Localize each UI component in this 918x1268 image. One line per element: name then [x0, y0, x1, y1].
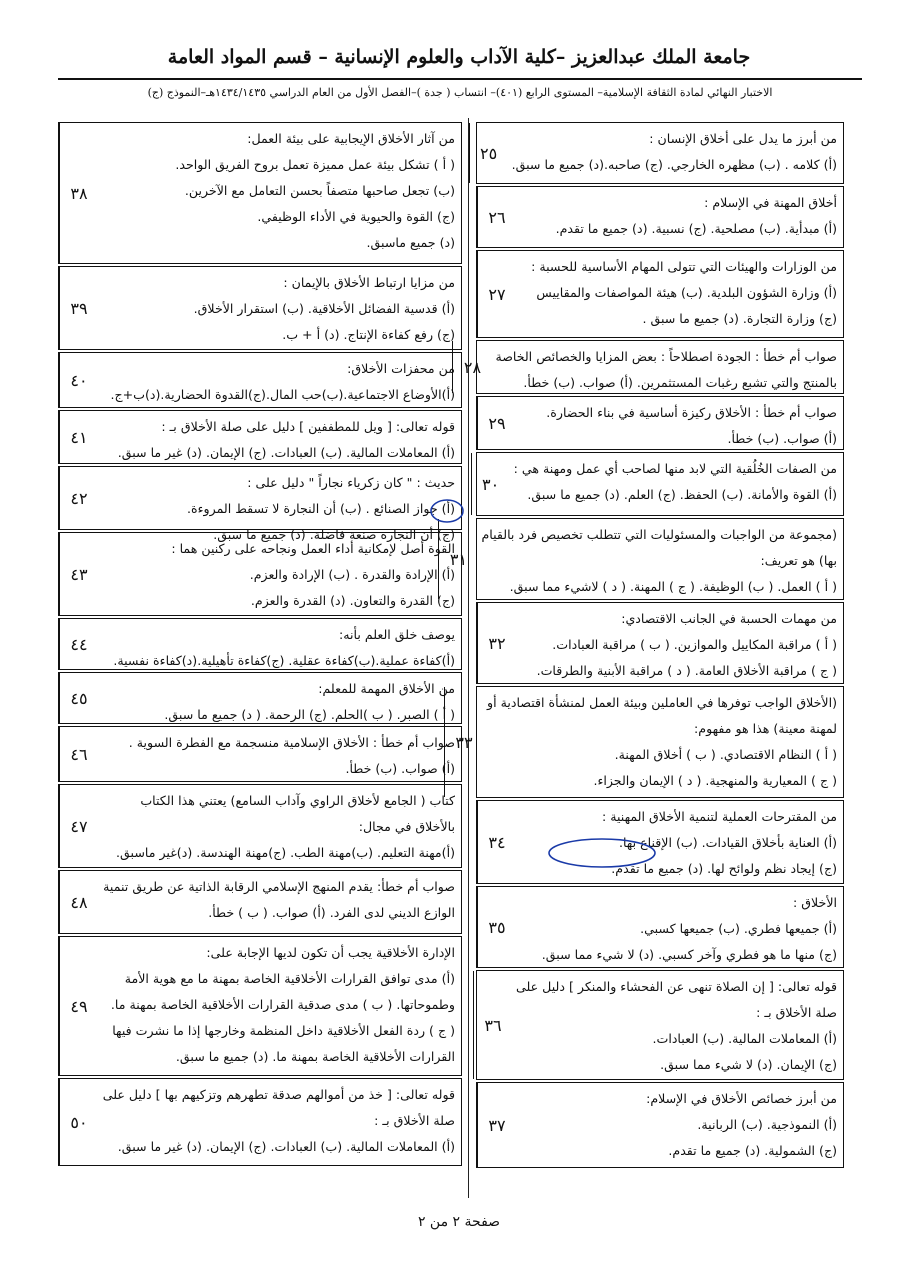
question-item [476, 800, 844, 884]
question-line: (أ) العناية بأخلاق القيادات. (ب) الإقناع بها. [618, 835, 837, 850]
question-line: الوازع الديني لدى الفرد. (أ) صواب. ( ب ) خطأ. [208, 905, 455, 920]
question-number: ٤٤ [59, 619, 98, 669]
question-text [516, 187, 843, 247]
question-line: (أ) القوة والأمانة. (ب) الحفظ. (ج) العلم. (د) جميع ما سبق. [527, 487, 837, 502]
question-text [516, 603, 843, 683]
question-line: صواب أم خطأ : الأخلاق الإسلامية منسجمة مع الفطرة السوية . [128, 735, 455, 750]
question-number: ٣٧ [477, 1083, 516, 1167]
question-line: ( أ ) تشكل بيئة عمل مميزة تعمل بروح الفريق الواحد. [175, 157, 455, 172]
question-number: ٣٥ [477, 887, 516, 967]
question-text [98, 785, 461, 867]
question-line: ( ج ) مراقبة الأخلاق العامة. ( د ) مراقبة الأبنية والطرقات. [536, 663, 837, 678]
question-item [58, 266, 462, 350]
question-number: ٢٨ [452, 341, 491, 393]
question-line: الإدارة الأخلاقية يجب أن تكون لديها الإجابة على: [206, 945, 455, 960]
question-item [476, 396, 844, 450]
question-number: ٤٨ [59, 871, 98, 933]
question-line: (ج) القدرة والتعاون. (د) القدرة والعزم. [250, 593, 455, 608]
question-line: (الأخلاق الواجب توفرها في العاملين وبيئة العمل لمنشأة اقتصادية أو [487, 695, 837, 710]
question-text [483, 687, 843, 797]
question-item [476, 452, 844, 516]
question-item [476, 886, 844, 968]
question-item [476, 1082, 844, 1168]
question-line: ( ج ) ردة الفعل الأخلاقية داخل المنظمة وخارجها إذا ما نشرت فيها [112, 1023, 455, 1038]
question-line: (أ) صواب. (ب) خطأ. [345, 761, 455, 776]
question-line: من محفزات الأخلاق: [347, 361, 455, 376]
question-number: ٤٧ [59, 785, 98, 867]
question-number: ٢٦ [477, 187, 516, 247]
question-number: ٤٣ [59, 533, 98, 615]
question-line: صلة الأخلاق بـ : [374, 1113, 455, 1128]
question-number: ٤١ [59, 411, 98, 463]
question-line: صواب أم خطأ : الجودة اصطلاحاً : بعض المزايا والخصائص الخاصة [495, 349, 837, 364]
question-line: من آثار الأخلاق الإيجابية على بيئة العمل: [247, 131, 455, 146]
question-number: ٣٠ [471, 453, 510, 515]
question-number: ٣٢ [477, 603, 516, 683]
question-line: القرارات الأخلاقية الخاصة بمهنة ما. (د) جميع ما سبق. [175, 1049, 455, 1064]
question-item [58, 618, 462, 670]
question-item [58, 936, 462, 1076]
question-number: ٢٥ [469, 123, 508, 183]
question-line: لمهنة معينة) هذا هو مفهوم: [694, 721, 837, 736]
question-line: ( أ ) الصبر. ( ب )الحلم. (ج) الرحمة. ( د) جميع ما سبق. [164, 707, 455, 722]
question-line: من مهمات الحسبة في الجانب الاقتصادي: [621, 611, 837, 626]
question-line: من المقترحات العملية لتنمية الأخلاق المهنية : [601, 809, 837, 824]
question-text [508, 123, 843, 183]
question-text [516, 801, 843, 883]
left-question-column [58, 122, 462, 1168]
question-line: (أ) النموذجية. (ب) الربانية. [697, 1117, 837, 1132]
question-line: (ج) أن النجارة صنعة فاضلة. (د) جميع ما سبق. [213, 527, 455, 542]
question-item [449, 518, 844, 600]
question-number: ٣١ [438, 519, 477, 599]
question-line: (ج) منها ما هو فطري وآخر كسبي. (د) لا شيء مما سبق. [541, 947, 837, 962]
question-number: ٣٣ [444, 687, 483, 797]
question-number: ٣٦ [473, 971, 512, 1079]
question-line: (أ) مدى توافق القرارات الأخلاقية الخاصة بمهنة ما مع هوية الأمة [124, 971, 455, 986]
question-line: من أبرز ما يدل على أخلاق الإنسان : [649, 131, 837, 146]
question-line: من الصفات الخُلُقية التي لابد منها لصاحب أي عمل ومهنة هي : [513, 461, 837, 476]
question-line: ( أ ) العمل. ( ب) الوظيفة. ( ج ) المهنة. ( د ) لاشيء مما سبق. [509, 579, 837, 594]
question-line: ( أ ) مراقبة المكاييل والموازين. ( ب ) مراقبة العبادات. [552, 637, 837, 652]
question-line: ( ج ) المعيارية والمنهجية. ( د ) الإيمان والجزاء. [593, 773, 837, 788]
question-line: (ج) القوة والحيوية في الأداء الوظيفي. [257, 209, 455, 224]
question-number: ٣٨ [59, 123, 98, 263]
question-text [98, 267, 461, 349]
question-number: ٣٩ [59, 267, 98, 349]
question-line: بالمنتج والتي تشبع رغبات المستثمرين. (أ) صواب. (ب) خطأ. [523, 375, 837, 390]
question-line: (د) جميع ماسبق. [366, 235, 455, 250]
question-text [98, 353, 461, 407]
question-number: ٣٤ [477, 801, 516, 883]
question-text [491, 341, 843, 393]
question-line: من مزايا ارتباط الأخلاق بالإيمان : [283, 275, 455, 290]
question-text [510, 453, 843, 515]
question-number: ٤٥ [59, 673, 98, 723]
question-text [516, 1083, 843, 1167]
question-line: وطموحاتها. ( ب ) مدى صدقية القرارات الأخلاقية الخاصة بمهنة ما. [110, 997, 455, 1012]
question-text [98, 871, 461, 933]
question-item [58, 784, 462, 868]
question-line: القوة أصل لإمكانية أداء العمل ونجاحه على ركنين هما : [171, 541, 455, 556]
question-line: (أ) صواب. (ب) خطأ. [727, 431, 837, 446]
question-text [516, 397, 843, 449]
question-line: من الوزارات والهيئات التي تتولى المهام الأساسية للحسبة : [531, 259, 837, 274]
question-text [98, 727, 461, 781]
question-number: ٥٠ [59, 1079, 98, 1165]
question-line: (أ) كلامه . (ب) مظهره الخارجي. (ج) صاحبه.(د) جميع ما سبق. [511, 157, 837, 172]
question-item [58, 672, 462, 724]
question-line: (أ) جواز الصنائع . (ب) أن النجارة لا تسقط المروءة. [187, 501, 455, 516]
question-line: قوله تعالى: [ ويل للمطففين ] دليل على صلة الأخلاق بـ : [161, 419, 455, 434]
question-text [98, 411, 461, 463]
question-line: (ج) الشمولية. (د) جميع ما تقدم. [668, 1143, 837, 1158]
question-line: حديث : " كان زكرياء نجاراً " دليل على : [247, 475, 455, 490]
question-line: صواب أم خطأ: يقدم المنهج الإسلامي الرقابة الذاتية عن طريق تنمية [103, 879, 455, 894]
question-text [516, 887, 843, 967]
question-item [58, 410, 462, 464]
question-item [58, 1078, 462, 1166]
question-item [476, 186, 844, 248]
question-text [516, 251, 843, 337]
question-item [476, 122, 844, 184]
question-number: ٤٠ [59, 353, 98, 407]
question-line: (أ) المعاملات المالية. (ب) العبادات. (ج) الإيمان. (د) غير ما سبق. [117, 1139, 455, 1154]
page-number: صفحة ٢ من ٢ [417, 1214, 501, 1230]
question-line: أخلاق المهنة في الإسلام : [704, 195, 837, 210]
question-line: (أ) مبدأية. (ب) مصلحية. (ج) نسبية. (د) جميع ما تقدم. [555, 221, 837, 236]
question-line: (أ)مهنة التعليم. (ب)مهنة الطب. (ج)مهنة الهندسة. (د)غير ماسبق. [116, 845, 455, 860]
question-item [58, 532, 462, 616]
question-item [476, 602, 844, 684]
question-item [58, 122, 462, 264]
question-text [98, 673, 461, 723]
question-line: صلة الأخلاق بـ : [756, 1005, 837, 1020]
question-line: (ج) الإيمان. (د) لا شيء مما سبق. [660, 1057, 837, 1072]
question-line: يوصف خلق العلم بأنه: [338, 627, 455, 642]
question-item [463, 340, 844, 394]
question-line: (أ) وزارة الشؤون البلدية. (ب) هيئة المواصفات والمقاييس [536, 285, 837, 300]
question-line: (أ) المعاملات المالية. (ب) العبادات. (ج) الإيمان. (د) غير ما سبق. [117, 445, 455, 460]
question-text [98, 533, 461, 615]
question-line: بها) هو تعريف: [760, 553, 837, 568]
question-text [98, 937, 461, 1075]
page-title: جامعة الملك عبدالعزيز –كلية الآداب والعلوم الإنسانية – قسم المواد العامة [167, 46, 751, 68]
question-line: (أ) المعاملات المالية. (ب) العبادات. [652, 1031, 837, 1046]
question-line: ( أ ) النظام الاقتصادي. ( ب ) أخلاق المهنة. [614, 747, 837, 762]
question-item [455, 686, 844, 798]
question-line: (ج) وزارة التجارة. (د) جميع ما سبق . [642, 311, 837, 326]
question-line: الأخلاق : [793, 895, 837, 910]
question-item [58, 870, 462, 934]
question-line: (ج) رفع كفاءة الإنتاج. (د) أ + ب. [282, 327, 455, 342]
question-number: ٢٩ [477, 397, 516, 449]
question-line: (أ) جميعها فطري. (ب) جميعها كسبي. [640, 921, 837, 936]
question-text [98, 467, 461, 542]
question-line: كتاب ( الجامع لأخلاق الراوي وآداب السامع) يعتني هذا الكتاب [140, 793, 455, 808]
question-line: قوله تعالى: [ خذ من أموالهم صدقة تطهرهم وتزكيهم بها ] دليل على [102, 1087, 455, 1102]
question-line: (ب) تجعل صاحبها متصفاً بحسن التعامل مع الآخرين. [184, 183, 455, 198]
question-text [98, 619, 461, 669]
column-divider [468, 118, 469, 1198]
question-number: ٤٩ [59, 937, 98, 1075]
question-line: بالأخلاق في مجال: [358, 819, 455, 834]
question-line: صواب أم خطأ : الأخلاق ركيزة أساسية في بناء الحضارة. [546, 405, 837, 420]
question-line: من أبرز خصائص الأخلاق في الإسلام: [646, 1091, 837, 1106]
question-item [476, 970, 844, 1080]
question-item [476, 250, 844, 338]
question-line: (ج) إيجاد نظم ولوائح لها. (د) جميع ما تقدم. [611, 861, 837, 876]
question-number: ٢٧ [477, 251, 516, 337]
right-question-column [449, 122, 844, 1170]
question-item [58, 352, 462, 408]
question-number: ٤٢ [59, 467, 98, 529]
header-divider [58, 78, 862, 80]
question-text [477, 519, 843, 599]
question-text [98, 1079, 461, 1165]
question-item [58, 466, 462, 542]
question-line: من الأخلاق المهمة للمعلم: [318, 681, 455, 696]
question-line: (أ)الأوضاع الاجتماعية.(ب)حب المال.(ج)القدوة الحضارية.(د)ب+ج. [110, 387, 455, 402]
question-line: (أ) الإرادة والقدرة . (ب) الإرادة والعزم. [249, 567, 455, 582]
question-line: (أ)كفاءة عملية.(ب)كفاءة عقلية. (ج)كفاءة تأهيلية.(د)كفاءة نفسية. [113, 653, 455, 668]
question-line: (أ) قدسية الفضائل الأخلاقية. (ب) استقرار الأخلاق. [193, 301, 455, 316]
question-line: (مجموعة من الواجبات والمسئوليات التي تتطلب تخصيص فرد بالقيام [481, 527, 837, 542]
question-item [58, 726, 462, 782]
question-number: ٤٦ [59, 727, 98, 781]
question-text [98, 123, 461, 263]
question-text [512, 971, 843, 1079]
exam-subtitle: الاختبار النهائي لمادة الثقافة الإسلامية– المستوى الرابع (٤٠١)– انتساب ( جدة )–الفصل الأول من العام الدراسي ١٤٣٤/١٤٣٥هـ–النموذج (ج) [147, 86, 773, 99]
question-line: قوله تعالى: [ إن الصلاة تنهى عن الفحشاء والمنكر ] دليل على [516, 979, 837, 994]
